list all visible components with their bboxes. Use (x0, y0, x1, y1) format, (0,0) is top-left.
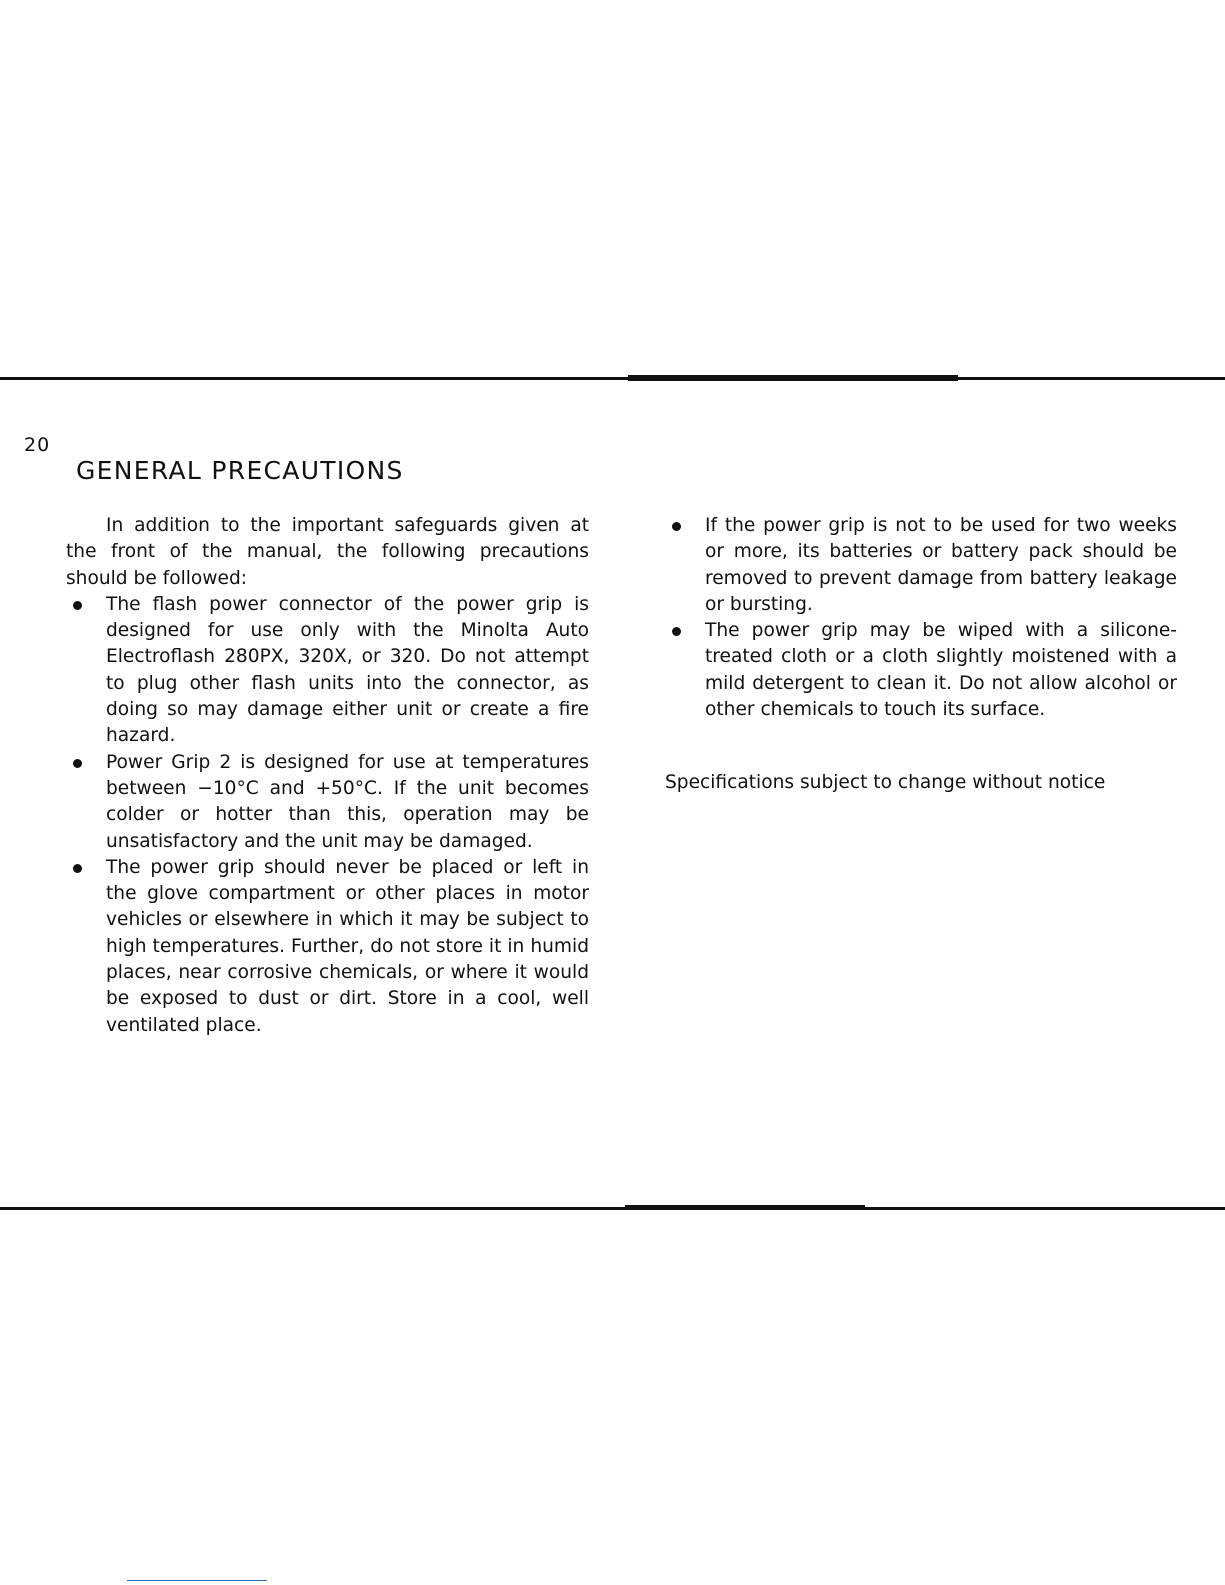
specifications-note: Specifications subject to change without notice (665, 772, 1106, 793)
bottom-rule-accent (625, 1205, 865, 1210)
list-item (665, 513, 1177, 618)
top-rule-accent (628, 375, 958, 381)
bottom-rule (0, 1207, 1225, 1210)
list-item (665, 618, 1177, 723)
right-column (665, 513, 1177, 723)
page-number: 20 (24, 434, 51, 456)
bullet-icon (672, 522, 681, 531)
footer-underline (127, 1580, 267, 1581)
top-rule (0, 377, 1225, 380)
list-item-text: The flash power connector of the power grip is designed for use only with the Minolta Auto Electroflash 280PX, 320X, or 320. Do not attempt to plug other flash units into the connector, as doing so may damage either unit or create a fire hazard. (106, 593, 589, 747)
right-bullet-list (665, 513, 1177, 723)
list-item-text: The power grip may be wiped with a silicone-treated cloth or a cloth slightly moistened with a mild detergent to clean it. Do not allow alcohol or other chemicals to touch its surface. (705, 620, 1177, 721)
bullet-icon (73, 864, 82, 873)
left-column (66, 513, 589, 1039)
list-item (66, 855, 589, 1039)
bullet-icon (73, 759, 82, 768)
list-item-text: The power grip should never be placed or left in the glove compartment or other places in motor vehicles or elsewhere in which it may be subject to high temperatures. Further, do not store it in humid places, near corrosive chemicals, or where it would be exposed to dust or dirt. Store in a cool, well ventilated place. (106, 856, 589, 1036)
bullet-icon (672, 627, 681, 636)
left-bullet-list (66, 592, 589, 1039)
list-item (66, 592, 589, 750)
bullet-icon (73, 601, 82, 610)
list-item (66, 750, 589, 855)
list-item-text: If the power grip is not to be used for two weeks or more, its batteries or battery pack should be removed to prevent damage from battery leakage or bursting. (705, 515, 1177, 615)
page-title: GENERAL PRECAUTIONS (76, 456, 404, 485)
list-item-text: Power Grip 2 is designed for use at temperatures between −10°C and +50°C. If the unit becomes colder or hotter than this, operation may be unsatisfactory and the unit may be damaged. (106, 751, 589, 852)
intro-paragraph: In addition to the important safeguards given at the front of the manual, the following precautions should be followed: (66, 515, 589, 589)
